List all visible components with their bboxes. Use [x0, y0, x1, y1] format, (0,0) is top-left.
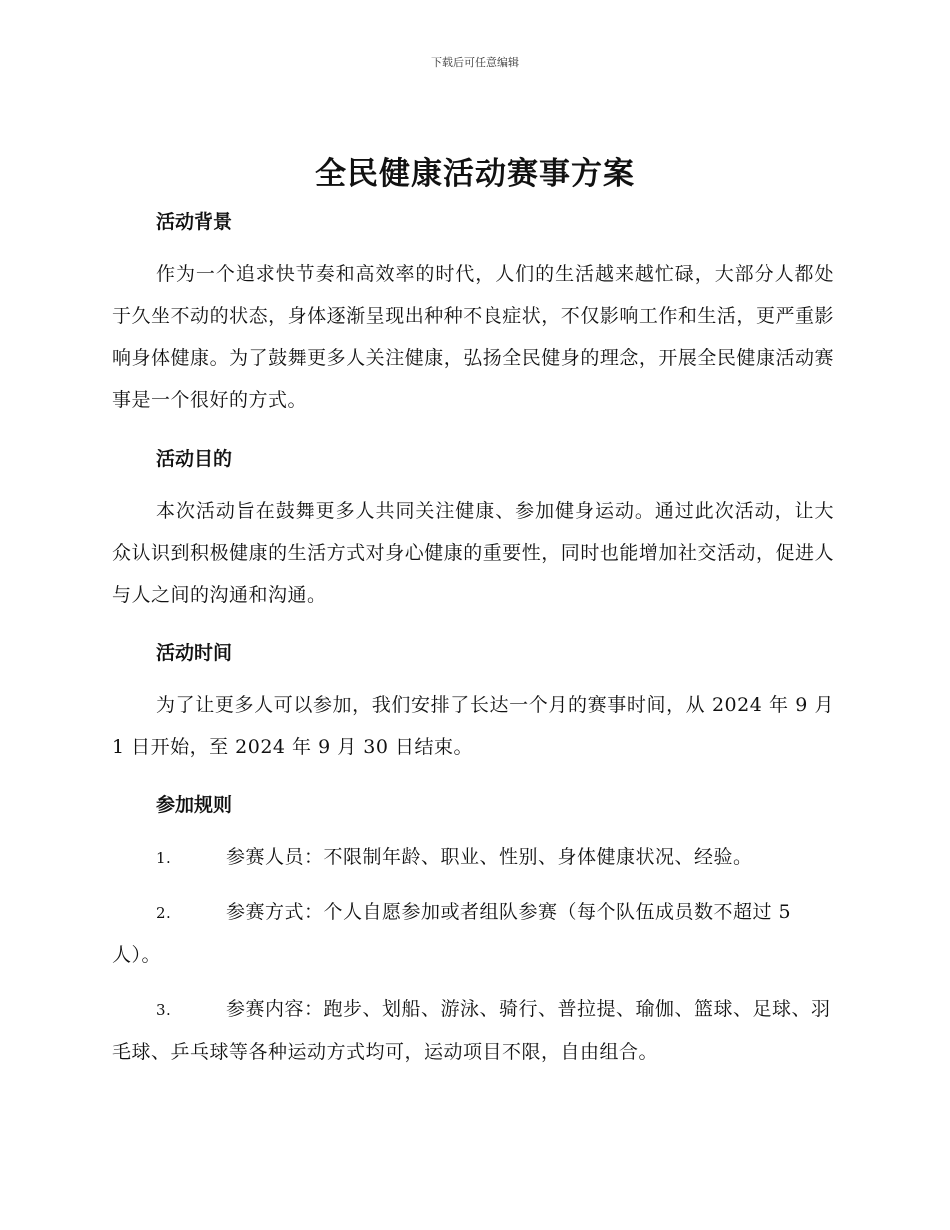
rule-item-number: 3.: [156, 1001, 172, 1019]
rule-list-item: [112, 988, 834, 1073]
section-heading-background: 活动背景: [156, 211, 233, 233]
section-heading-purpose: 活动目的: [156, 448, 233, 470]
document-title: 全民健康活动赛事方案: [315, 156, 635, 192]
section-heading-time: 活动时间: [156, 642, 233, 664]
section-paragraph-purpose: 本次活动旨在鼓舞更多人共同关注健康、参加健身运动。通过此次活动，让大众认识到积极健康的生活方式对身心健康的重要性，同时也能增加社交活动，促进人与人之间的沟通和沟通。: [112, 500, 834, 606]
section-heading-rules: 参加规则: [156, 794, 233, 816]
page-header-note: 下载后可任意编辑: [431, 56, 519, 69]
rule-list-item: [112, 891, 834, 976]
rule-item-number: 1.: [156, 849, 172, 867]
rule-item-text: 参赛方式：个人自愿参加或者组队参赛（每个队伍成员数不超过 5 人）。: [112, 901, 792, 966]
section-paragraph-background: 作为一个追求快节奏和高效率的时代，人们的生活越来越忙碌，大部分人都处于久坐不动的状态，身体逐渐呈现出种种不良症状，不仅影响工作和生活，更严重影响身体健康。为了鼓舞更多人关注健康，弘扬全民健身的理念，开展全民健康活动赛事是一个很好的方式。: [112, 263, 834, 411]
rule-item-text: 参赛内容：跑步、划船、游泳、骑行、普拉提、瑜伽、篮球、足球、羽毛球、乒乓球等各种运动方式均可，运动项目不限，自由组合。: [112, 998, 831, 1063]
rule-item-number: 2.: [156, 904, 172, 922]
section-paragraph-time: 为了让更多人可以参加，我们安排了长达一个月的赛事时间，从 2024 年 9 月 1 日开始，至 2024 年 9 月 30 日结束。: [112, 694, 834, 758]
rule-item-text: 参赛人员：不限制年龄、职业、性别、身体健康状况、经验。: [226, 846, 753, 868]
rule-list-item: [112, 836, 834, 879]
